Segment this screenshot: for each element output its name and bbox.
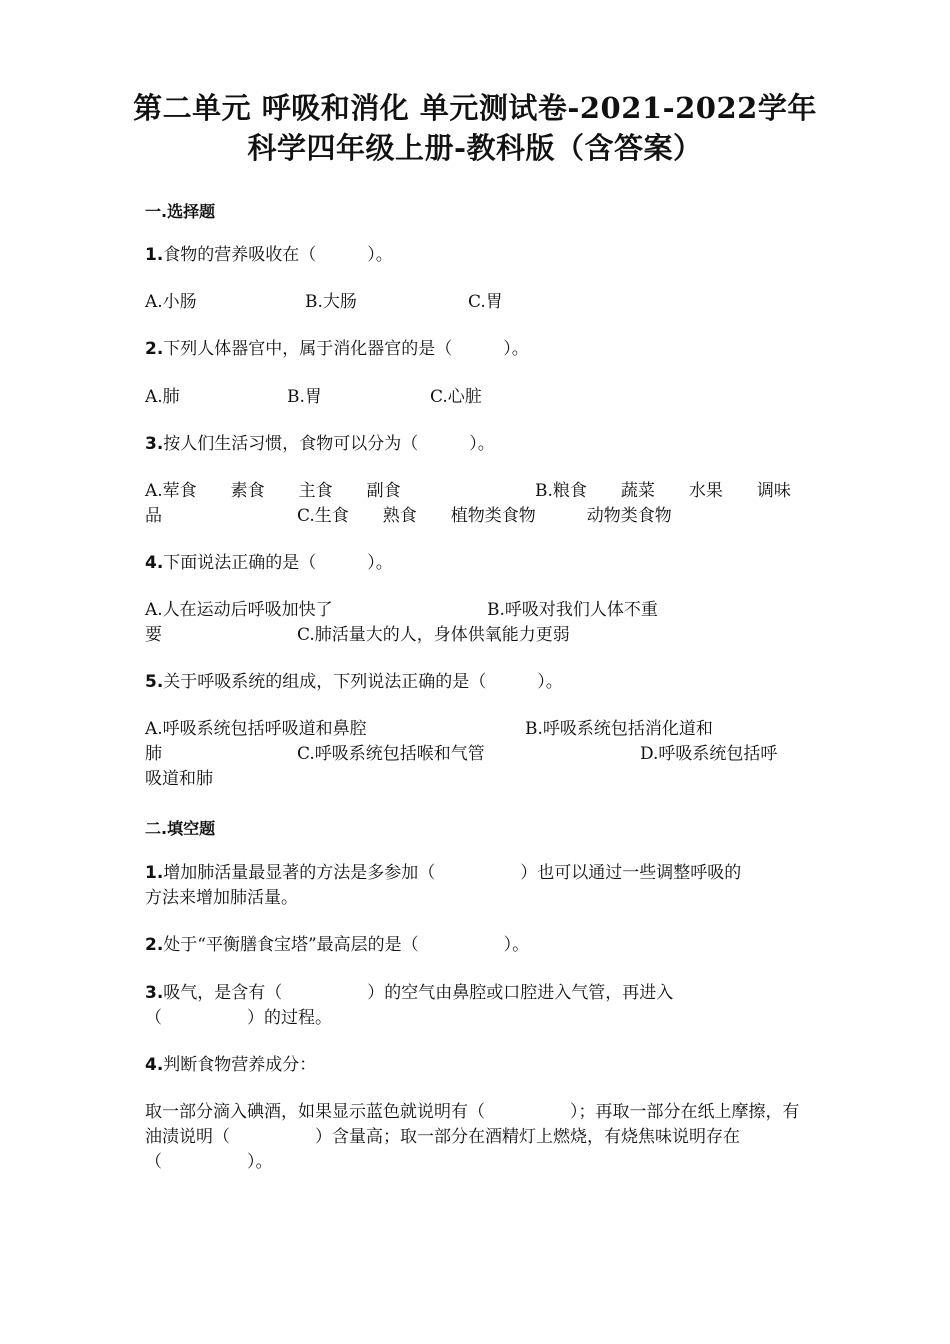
option-c: C.呼吸系统包括喉和气管: [297, 744, 485, 764]
question-number: 1.: [145, 863, 164, 883]
option-c: C.心脏: [430, 387, 482, 407]
option-c: C.胃: [468, 292, 503, 312]
question-number: 3.: [145, 983, 164, 1003]
option-a: A.人在运动后呼吸加快了: [145, 600, 333, 620]
page-title-line-1: 第二单元 呼吸和消化 单元测试卷-2021-2022学年: [133, 91, 817, 125]
question-number: 2.: [145, 935, 164, 955]
option-d-wrap: 吸道和肺: [145, 769, 213, 789]
option-a: A.荤食 素食 主食 副食: [145, 481, 401, 501]
question-number: 3.: [145, 434, 164, 454]
page-title-line-2: 科学四年级上册-教科版（含答案）: [247, 131, 703, 165]
choice-question-3: [145, 432, 495, 457]
choice-question-4: [145, 551, 393, 576]
question-text-continued: 方法来增加肺活量。: [145, 888, 298, 908]
fill-question-3: [145, 981, 673, 1006]
question-text: 下列人体器官中，属于消化器官的是（ ）。: [163, 339, 529, 359]
fill-question-4-paragraph: 取一部分滴入碘酒，如果显示蓝色就说明有（ ）；再取一部分在纸上摩擦，有油渍说明（ ）含量高；取一部分在酒精灯上燃烧，有烧焦味说明存在（ ）。: [145, 1102, 800, 1172]
option-b: B.呼吸对我们人体不重: [487, 600, 658, 620]
option-b-wrap: 品: [145, 506, 162, 526]
question-text: 判断食物营养成分：: [163, 1055, 317, 1075]
question-text: 下面说法正确的是（ ）。: [163, 553, 393, 573]
option-b-wrap: 肺: [145, 744, 162, 764]
option-b: B.呼吸系统包括消化道和: [525, 719, 713, 739]
question-number: 5.: [145, 672, 164, 692]
question-text: 增加肺活量最显著的方法是多参加（ ）也可以通过一些调整呼吸的: [163, 863, 742, 883]
question-number: 4.: [145, 1055, 164, 1075]
section-heading-choice: 一.选择题: [145, 202, 216, 221]
question-text: 处于“平衡膳食宝塔”最高层的是（ ）。: [163, 935, 530, 955]
question-number: 4.: [145, 553, 164, 573]
option-b: B.胃: [287, 387, 322, 407]
question-text: 按人们生活习惯，食物可以分为（ ）。: [163, 434, 495, 454]
option-a: A.呼吸系统包括呼吸道和鼻腔: [145, 719, 367, 739]
option-b-wrap: 要: [145, 625, 162, 645]
question-text: 关于呼吸系统的组成，下列说法正确的是（ ）。: [163, 672, 563, 692]
option-b: B.大肠: [305, 292, 357, 312]
question-text: 吸气，是含有（ ）的空气由鼻腔或口腔进入气管，再进入: [163, 983, 674, 1003]
option-b: B.粮食 蔬菜 水果 调味: [535, 481, 791, 501]
fill-question-1: [145, 861, 741, 886]
question-number: 1.: [145, 245, 164, 265]
choice-question-5: [145, 670, 563, 695]
fill-question-4: [145, 1053, 316, 1078]
section-heading-fill: 二.填空题: [145, 819, 216, 838]
question-text-continued: （ ）的过程。: [145, 1008, 332, 1028]
option-c: C.生食 熟食 植物类食物 动物类食物: [297, 506, 672, 526]
question-number: 2.: [145, 339, 164, 359]
question-text: 食物的营养吸收在（ ）。: [163, 245, 393, 265]
fill-question-2: [145, 933, 529, 958]
option-d: D.呼吸系统包括呼: [640, 744, 778, 764]
option-a: A.小肠: [145, 292, 197, 312]
option-c: C.肺活量大的人，身体供氧能力更弱: [297, 625, 570, 645]
choice-question-1: [145, 243, 393, 268]
option-a: A.肺: [145, 387, 180, 407]
choice-question-2: [145, 337, 529, 362]
